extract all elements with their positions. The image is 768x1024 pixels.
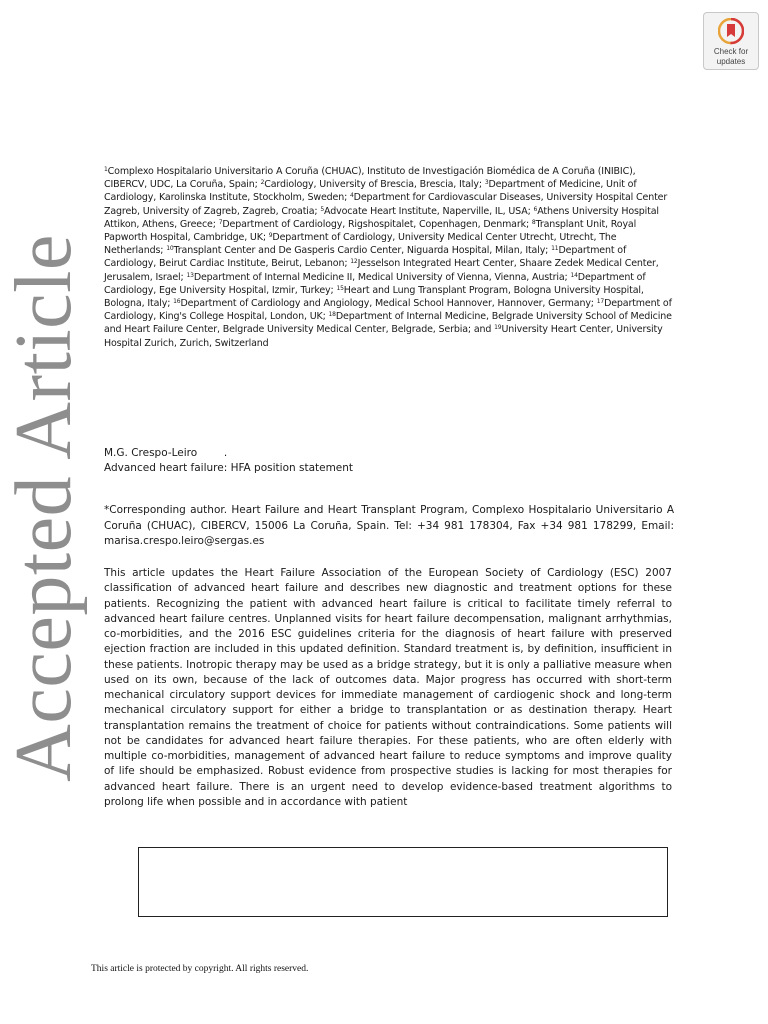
affiliation-number: 5	[320, 205, 325, 213]
bookmark-ribbon-icon	[718, 18, 744, 46]
running-head	[104, 446, 604, 476]
affiliation-text: Department of Internal Medicine II, Medical University of Vienna, Vienna, Austria;	[193, 271, 571, 283]
corresponding-author: *Corresponding author. Heart Failure and Heart Transplant Program, Complexo Hospitalario Universitario A Coruña (CHUAC), CIBERCV, 15006 La Coruña, Spain. Tel: +34 981 178304, Fax +34 981 178299, Email: marisa.crespo.leiro@sergas.es	[104, 504, 674, 547]
affiliation-number: 2	[260, 179, 265, 187]
affiliation-text: Heart and Lung Transplant Program, Bologna University Hospital, Bologna, Italy;	[104, 284, 644, 310]
check-for-updates-button[interactable]	[703, 12, 759, 70]
affiliation-text: University Heart Center, University Hospital Zurich, Zurich, Switzerland	[104, 324, 663, 349]
running-author: M.G. Crespo-Leiro .	[104, 447, 228, 459]
affiliation-text: Transplant Unit, Royal Papworth Hospital, Cambridge, UK;	[104, 218, 637, 244]
affiliation-number: 7	[218, 218, 223, 226]
affiliation-text: Transplant Center and De Gasperis Cardio Center, Niguarda Hospital, Milan, Italy;	[173, 245, 552, 257]
affiliation-number: 16	[173, 298, 181, 306]
affiliation-number: 3	[484, 179, 489, 187]
affiliations-block	[104, 165, 674, 350]
affiliation-number: 17	[596, 298, 605, 306]
affiliation-number: 9	[268, 232, 273, 240]
affiliation-number: 4	[350, 192, 354, 200]
affiliation-text: Department of Internal Medicine, Belgrade University School of Medicine and Heart Failure Center, Belgrade University Medical Center, Belgrade, Serbia; and	[104, 311, 672, 336]
affiliation-number: 15	[336, 284, 344, 292]
affiliation-number: 14	[570, 271, 578, 279]
affiliation-number: 13	[186, 271, 194, 279]
running-title: Advanced heart failure: HFA position statement	[104, 462, 354, 474]
affiliation-text: Cardiology, University of Brescia, Brescia, Italy;	[264, 179, 485, 191]
affiliation-text: Department of Cardiology, University Medical Center Utrecht, Utrecht, The Netherlands;	[104, 232, 617, 257]
affiliation-number: 18	[328, 311, 336, 319]
affiliation-number: 19	[494, 324, 502, 332]
badge-label-line1: Check for	[713, 47, 749, 56]
affiliation-text: Department of Cardiology and Angiology, Medical School Hannover, Hannover, Germany;	[180, 298, 597, 310]
copyright-footer: This article is protected by copyright. All rights reserved.	[91, 964, 309, 974]
affiliation-text: Complexo Hospitalario Universitario A Coruña (CHUAC), Instituto de Investigación Biomédica de A Coruña (INIBIC), CIBERCV, UDC, La Coruña, Spain;	[104, 166, 636, 191]
affiliation-text: Athens University Hospital Attikon, Athens, Greece;	[104, 205, 659, 230]
affiliation-text: Department of Cardiology, Rigshospitalet, Copenhagen, Denmark;	[222, 218, 532, 230]
affiliation-text: Department of Cardiology, King's College Hospital, London, UK;	[104, 298, 672, 323]
accepted-article-watermark: Accepted Article	[0, 234, 88, 782]
affiliation-number: 11	[551, 245, 559, 253]
empty-frame-box	[138, 847, 668, 917]
affiliation-text: Jesselson Integrated Heart Center, Shaare Zedek Medical Center, Jerusalem, Israel;	[104, 258, 659, 283]
affiliation-number: 8	[531, 218, 536, 226]
affiliation-text: Advocate Heart Institute, Naperville, IL, USA;	[324, 205, 534, 217]
affiliation-text: Department for Cardiovascular Diseases, University Hospital Center Zagreb, University of Zagreb, Zagreb, Croatia;	[104, 192, 668, 217]
affiliation-text: Department of Medicine, Unit of Cardiology, Karolinska Institute, Stockholm, Sweden;	[104, 179, 637, 204]
badge-label-line2: updates	[716, 57, 746, 66]
affiliation-number: 6	[533, 205, 538, 213]
abstract-text: This article updates the Heart Failure Association of the European Society of Cardiology (ESC) 2007 classification of advanced heart failure and describes new diagnostic and treatment options for these patients. Recognizing the patient with advanced heart failure is critical to facilitate timely referral to advanced heart failure centres. Unplanned visits for heart failure decompensation, malignant arrhythmias, co-morbidities, and the 2016 ESC guidelines criteria for the diagnosis of heart failure with preserved ejection fraction are included in this updated definition. Standard treatment is, by definition, insufficient in these patients. Inotropic therapy may be used as a bridge strategy, but it is only a palliative measure when used on its own, because of the lack of outcomes data. Major progress has occurred with short-term mechanical circulatory support devices for immediate management of cardiogenic shock and long-term mechanical circulatory support for either a bridge to transplantation or as destination therapy. Heart transplantation remains the treatment of choice for patients without contraindications. Some patients will not be candidates for advanced heart failure therapies. For these patients, who are often elderly with multiple co-morbidities, management of advanced heart failure to reduce symptoms and improve quality of life should be emphasized. Robust evidence from prospective studies is lacking for most therapies for advanced heart failure. There is an urgent need to develop evidence-based treatment algorithms to prolong life when possible and in accordance with patient	[104, 567, 672, 808]
affiliation-text: Department of Cardiology, Beirut Cardiac Institute, Beirut, Lebanon;	[104, 245, 627, 270]
affiliation-text: Department of Cardiology, Ege University Hospital, Izmir, Turkey;	[104, 271, 646, 296]
affiliation-number: 12	[350, 258, 358, 266]
affiliation-number: 1	[104, 166, 108, 173]
affiliation-number: 10	[166, 245, 174, 253]
